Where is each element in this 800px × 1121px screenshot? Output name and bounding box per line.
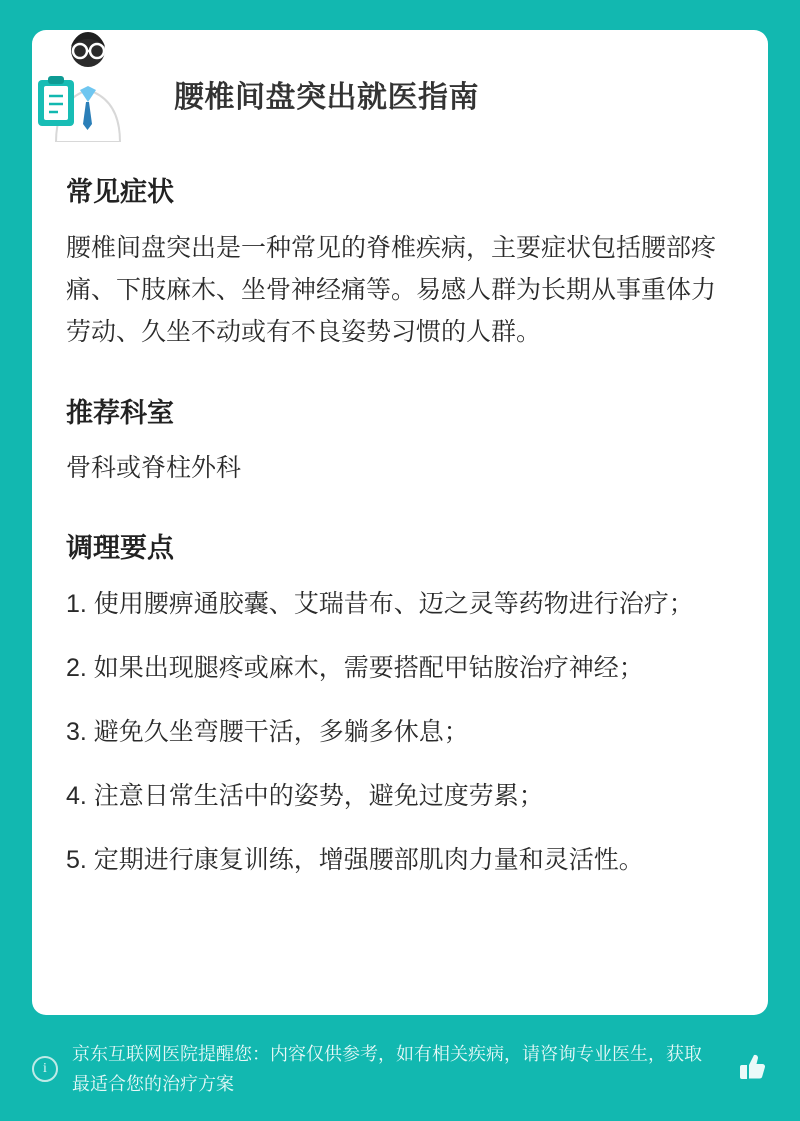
list-item: 3. 避免久坐弯腰干活，多躺多休息； [66, 718, 469, 746]
list-item: 2. 如果出现腿疼或麻木，需要搭配甲钴胺治疗神经； [66, 654, 644, 682]
guide-card [32, 30, 768, 1015]
thumbs-up-icon[interactable] [732, 1049, 768, 1090]
footer [32, 1031, 768, 1107]
section-heading-care-points: 调理要点 [66, 533, 174, 563]
section-body-department: 骨科或脊柱外科 [66, 454, 242, 482]
list-item: 5. 定期进行康复训练，增强腰部肌肉力量和灵活性。 [66, 846, 644, 874]
list-item: 1. 使用腰痹通胶囊、艾瑞昔布、迈之灵等药物进行治疗； [66, 590, 694, 618]
info-icon: i [32, 1056, 58, 1082]
list-item: 4. 注意日常生活中的姿势，避免过度劳累； [66, 782, 544, 810]
care-points-list [66, 583, 734, 881]
page-title: 腰椎间盘突出就医指南 [174, 81, 479, 114]
section-heading-symptoms: 常见症状 [66, 177, 174, 207]
section-heading-department: 推荐科室 [66, 398, 174, 428]
section-body-symptoms: 腰椎间盘突出是一种常见的脊椎疾病，主要症状包括腰部疼痛、下肢麻木、坐骨神经痛等。易感人群为长期从事重体力劳动、久坐不动或有不良姿势习惯的人群。 [66, 234, 717, 346]
doctor-avatar-icon [32, 24, 140, 142]
disclaimer-text: 京东互联网医院提醒您：内容仅供参考，如有相关疾病，请咨询专业医生，获取最适合您的治疗方案 [72, 1044, 702, 1094]
